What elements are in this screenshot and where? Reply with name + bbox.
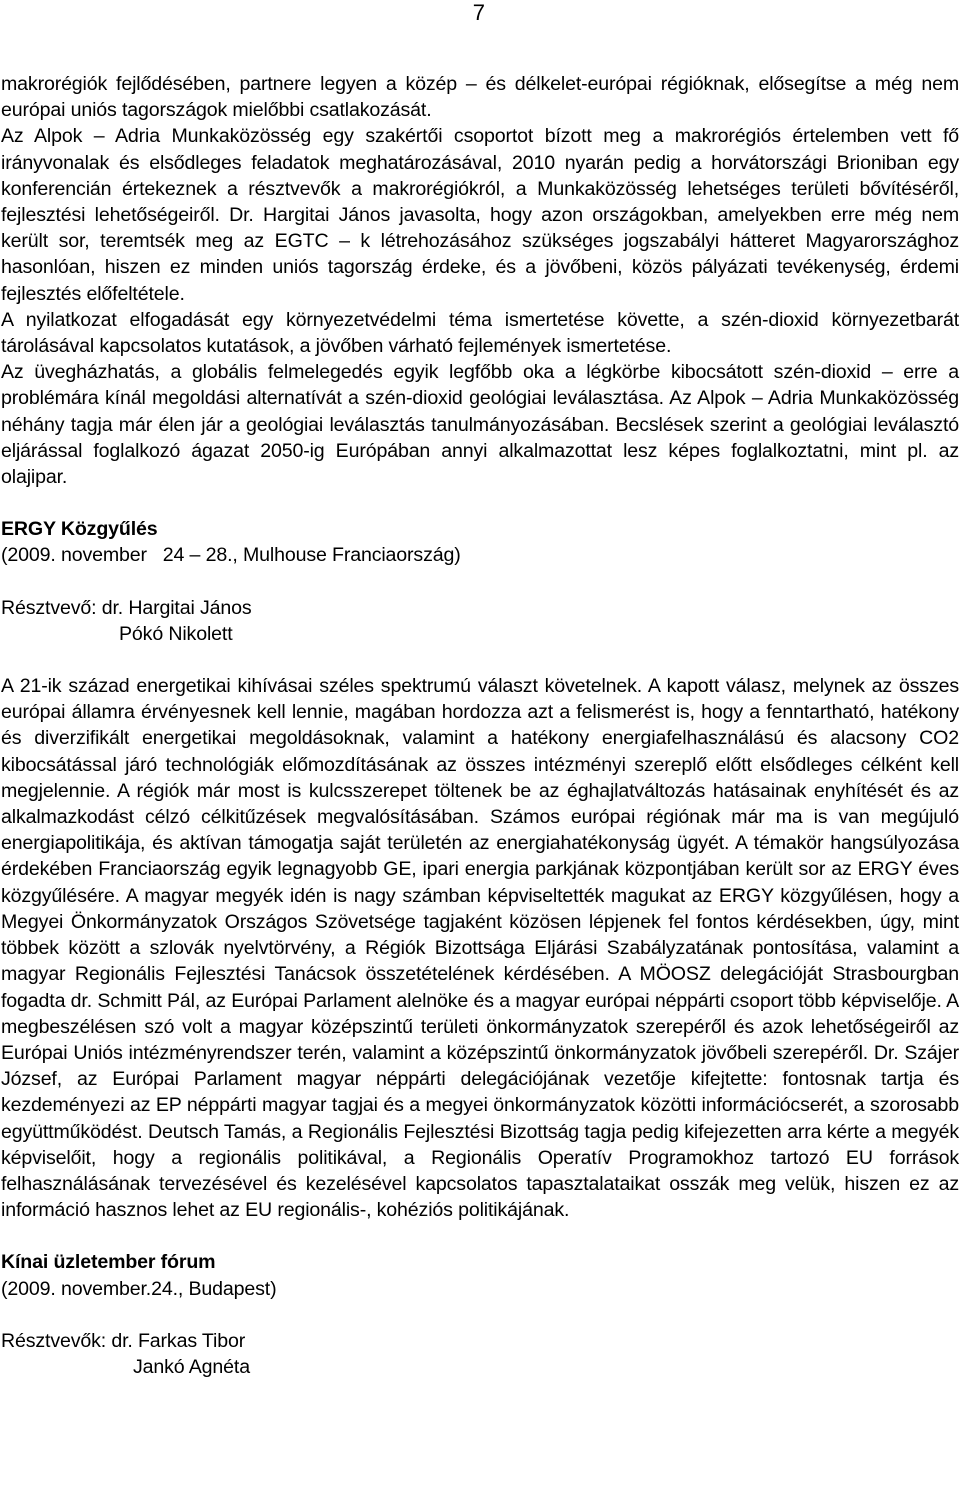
spacer bbox=[1, 1223, 959, 1249]
participants-ergy: Résztvevő: dr. Hargitai János bbox=[1, 596, 252, 619]
page-content bbox=[1, 71, 959, 1380]
spacer bbox=[1, 490, 959, 516]
section-date-ergy: (2009. november 24 – 28., Mulhouse Franciaország) bbox=[1, 544, 461, 567]
section-heading-kinai: Kínai üzletember fórum bbox=[1, 1251, 216, 1274]
spacer bbox=[1, 569, 959, 595]
page-number: 7 bbox=[472, 0, 485, 25]
paragraph-ergy-body: A 21-ik század energetikai kihívásai széles spektrumú választ követelnek. A kapott válasz, melynek az összes európai államra érvényesnek kell lennie, magában hordozza azt a felismerést is, hogy a fenntartható, hatékony és diverzifikált energetikai megoldásoknak, valamint a hatékony energiafelhasználású és alacsony CO2 kibocsátással járó technológiák előmozdításának az összes intézményi szereplő előtt elsődleges célként kell megjelennie. A régiók már most is kulcsszerepet töltenek be az éghajlatváltozás hatásainak enyhítését és az alkalmazkodást célzó célkitűzések megvalósításában. Számos európai régiónak már ma is van megújuló energiapolitikája, és aktívan támogatja saját területén az energiahatékonyság ügyét. A témakör hangsúlyozása érdekében Franciaország egyik legnagyobb GE, ipari energia parkjának központjában került sor az ERGY éves közgyűlésére. A magyar megyék idén is nagy számban képviseltették magukat az ERGY közgyűlésen, hogy a Megyei Önkormányzatok Országos Szövetsége tagjaként közösen lépjenek fel fontos kérdésekben, úgy, mint többek között a szlovák nyelvtörvény, a Régiók Bizottsága Eljárási Szabályzatának pontosítása, valamint a magyar Regionális Fejlesztési Tanácsok összetételének kérdésében. A MÖOSZ delegációját Strasbourgban fogadta dr. Schmitt Pál, az Európai Parlament alelnöke és a magyar európai néppárti csoport több képviselője. A megbeszélésen szó volt a magyar középszintű területi önkormányzatok szerepéről és azok lehetőségeiről az Európai Uniós intézményrendszer terén, valamint a középszintű önkormányzatok jövőbeli szerepéről. Dr. Szájer József, az Európai Parlament magyar néppárti delegációjának vezetője kifejtette: fontosnak tartja és kezdeményezi az EP néppárti magyar tagjai és a megyei önkormányzatok közötti információcserét, a szorosabb együttműködést. Deutsch Tamás, a Regionális Fejlesztési Bizottság tagja pedig kifejezetten arra kérte a megyék képviselőit, hogy a regionális politikával, a Regionális Operatív Programokhoz tartozó EU források felhasználásának tervezésével és kezelésével kapcsolatos tapasztalataikat osszák meg velük, hiszen ez az információ hasznos lehet az EU regionális-, kohéziós politikájának. bbox=[1, 675, 959, 1222]
spacer bbox=[1, 1302, 959, 1328]
participants-kinai: Résztvevők: dr. Farkas Tibor bbox=[1, 1329, 246, 1352]
section-heading-ergy: ERGY Közgyűlés bbox=[1, 518, 158, 541]
participant-2-kinai: Jankó Agnéta bbox=[133, 1355, 250, 1378]
spacer bbox=[1, 647, 959, 673]
paragraph-continuation: makrorégiók fejlődésében, partnere legyen a közép – és délkelet-európai régióknak, elősegítse a még nem európai uniós tagországok mielőbbi csatlakozását. bbox=[1, 73, 959, 122]
participant-2-ergy: Pókó Nikolett bbox=[119, 622, 233, 645]
paragraph-alpok-adria: Az Alpok – Adria Munkaközösség egy szakértői csoportot bízott meg a makrorégiós értelemben vett fő irányvonalak és elsődleges feladatok meghatározásával, 2010 nyarán pedig a horvátországi Brioniban egy konferencián értekeznek a résztvevők a makrorégiókról, a Munkaközösség lehetséges területi bővítéséről, fejlesztési lehetőségeiről. Dr. Hargitai János javasolta, hogy azon országokban, amelyekben erre még nem került sor, teremtsék meg az EGTC – k létrehozásához szükséges jogszabályi hátteret Magyarországhoz hasonlóan, hiszen ez minden uniós tagország érdeke, és a jövőbeni, közös pályázati tevékenység, érdemi fejlesztés előfeltétele. bbox=[1, 125, 959, 305]
section-date-kinai: (2009. november.24., Budapest) bbox=[1, 1277, 277, 1300]
paragraph-uveghazhatas: Az üvegházhatás, a globális felmelegedés egyik legfőbb oka a légkörbe kibocsátott szén-dioxid – erre a problémára kínál megoldási alternatívát a szén-dioxid geológiai leválasztása. Az Alpok – Adria Munkaközösség néhány tagja már élen jár a geológiai leválasztás tanulmányozásában. Becslések szerint a geológiai leválasztó eljárással foglalkozó ágazat 2050-ig Európában annyi alkalmazottat lesz képes foglalkoztatni, mint pl. az olajipar. bbox=[1, 361, 959, 489]
paragraph-nyilatkozat: A nyilatkozat elfogadását egy környezetvédelmi téma ismertetése követte, a szén-dioxid környezetbarát tárolásával kapcsolatos kutatások, a jövőben várható fejlemények ismertetése. bbox=[1, 308, 959, 358]
